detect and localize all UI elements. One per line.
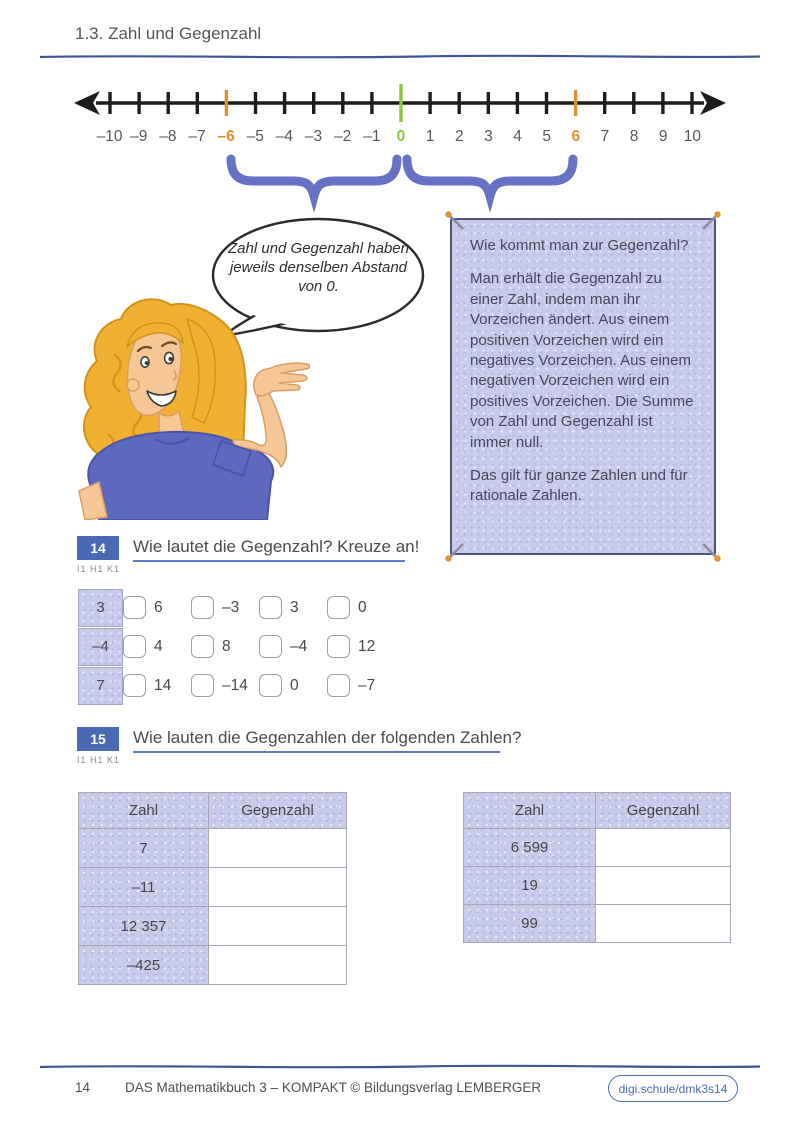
answer-row [78,627,395,666]
answer-checkbox[interactable] [123,596,146,619]
numberline-label: –7 [188,128,206,145]
pin-icon [443,209,469,235]
answer-row [78,588,395,627]
zahl-cell: –11 [79,868,209,907]
answer-checkbox[interactable] [327,674,350,697]
given-number: –4 [78,628,123,666]
option-label: 3 [290,598,299,616]
numberline-label-minus6: –6 [217,128,235,145]
footer-page-number: 14 [75,1080,91,1095]
option-label: 4 [154,637,163,655]
numberline-label: 3 [484,128,493,145]
option-label: –4 [290,637,308,655]
arrow-left-icon [74,91,100,115]
info-box-note: Das gilt für ganze Zahlen und für rationale Zahlen. [470,466,688,505]
answer-cell[interactable] [209,946,347,985]
answer-checkbox[interactable] [123,635,146,658]
answer-row [78,666,395,705]
numberline-label: 5 [542,128,551,145]
info-box-rule: Man erhält die Gegenzahl zu einer Zahl, indem man ihr Vorzeichen ändert. Aus einem positiven Vorzeichen wird ein negatives Vorzeichen. Aus einem negativen Vorzeichen wird ein positives Vorzeichen. Die Summe von Zahl und Gegenzahl ist immer null. [470,270,694,451]
table-header-zahl: Zahl [79,793,209,829]
numberline-label-plus6: 6 [571,128,581,145]
answer-checkbox[interactable] [259,635,282,658]
zahl-cell: 19 [464,867,596,905]
info-box-question: Wie kommt man zur Gegenzahl? [470,237,689,254]
table-header-gegenzahl: Gegenzahl [596,793,731,829]
exercise-14-codes: I1 H1 K1 [77,564,121,574]
exercise-15-codes: I1 H1 K1 [77,755,121,765]
numberline-label: –1 [363,128,381,145]
answer-checkbox[interactable] [259,596,282,619]
numberline-label-zero: 0 [396,128,406,145]
answer-checkbox[interactable] [123,674,146,697]
brace-left [231,159,397,196]
numberline-label: –4 [275,128,294,145]
pin-icon [443,538,469,564]
table-row [464,867,731,905]
numberline-label: –3 [304,128,323,145]
pin-icon [697,538,723,564]
numberline-label: 7 [600,128,610,145]
arrow-right-icon [700,91,726,115]
zahl-cell: 12 357 [79,907,209,946]
answer-checkbox[interactable] [327,596,350,619]
answer-cell[interactable] [596,867,731,905]
number-line [96,84,704,122]
numberline-label: 8 [629,128,639,145]
numberline-label: 2 [454,128,464,145]
numberline-label: –10 [96,128,123,145]
speech-bubble-text: Zahl und Gegenzahl haben jeweils denselben Abstand von 0. [228,240,409,296]
exercise-14-title: Wie lautet die Gegenzahl? Kreuze an! [133,537,420,556]
table-row [79,907,347,946]
zahl-cell: 99 [464,905,596,943]
exercise-15-underline [133,751,500,753]
numberline-label: –9 [130,128,148,145]
exercise-14-grid [78,588,395,705]
number-line-labels [95,128,707,146]
brace-right [407,159,573,196]
table-row [79,829,347,868]
page-title: 1.3. Zahl und Gegenzahl [75,24,262,43]
pin-icon [697,209,723,235]
option-label: 0 [290,676,299,694]
exercise-14-underline [133,560,405,562]
zahl-cell: 6 599 [464,829,596,867]
numberline-label: 4 [513,128,522,145]
answer-checkbox[interactable] [191,674,214,697]
numberline-label: 1 [425,128,435,145]
table-row [79,946,347,985]
answer-cell[interactable] [596,829,731,867]
table-row [79,868,347,907]
girl-illustration [75,285,310,520]
option-label: 0 [358,598,367,616]
exercise-14-badge: 14 [77,536,119,560]
answer-checkbox[interactable] [191,596,214,619]
answer-cell[interactable] [209,907,347,946]
header-rule [40,56,760,58]
exercise-15-badge: 15 [77,727,119,751]
option-label: 14 [154,676,172,694]
given-number: 7 [78,667,123,705]
table-row [464,829,731,867]
gegenzahl-table-2 [463,792,731,943]
zahl-cell: 7 [79,829,209,868]
footer-imprint: DAS Mathematikbuch 3 – KOMPAKT © Bildungsverlag LEMBERGER [125,1080,542,1095]
footer-rule [40,1066,760,1068]
zahl-cell: –425 [79,946,209,985]
gegenzahl-table-1 [78,792,347,985]
given-number: 3 [78,589,123,627]
exercise-15-title: Wie lauten die Gegenzahlen der folgenden Zahlen? [133,728,522,747]
numberline-label: –5 [246,128,264,145]
distance-braces [231,159,573,196]
digi-schule-link[interactable]: digi.schule/dmk3s14 [608,1075,738,1102]
numberline-label: –2 [334,128,352,145]
answer-cell[interactable] [209,829,347,868]
numberline-label: 10 [683,128,701,145]
answer-checkbox[interactable] [327,635,350,658]
option-label: 6 [154,598,163,616]
option-label: –7 [358,676,376,694]
girl-hand [254,363,310,396]
numberline-label: 9 [658,128,668,145]
option-label: 12 [358,637,376,655]
answer-cell[interactable] [209,868,347,907]
info-box [450,218,716,555]
answer-checkbox[interactable] [259,674,282,697]
table-header-gegenzahl: Gegenzahl [209,793,347,829]
option-label: 8 [222,637,231,655]
option-label: –14 [222,676,248,694]
option-label: –3 [222,598,240,616]
girl-ear [127,379,139,391]
answer-checkbox[interactable] [191,635,214,658]
answer-cell[interactable] [596,905,731,943]
numberline-label: –8 [159,128,177,145]
table-row [464,905,731,943]
table-header-zahl: Zahl [464,793,596,829]
